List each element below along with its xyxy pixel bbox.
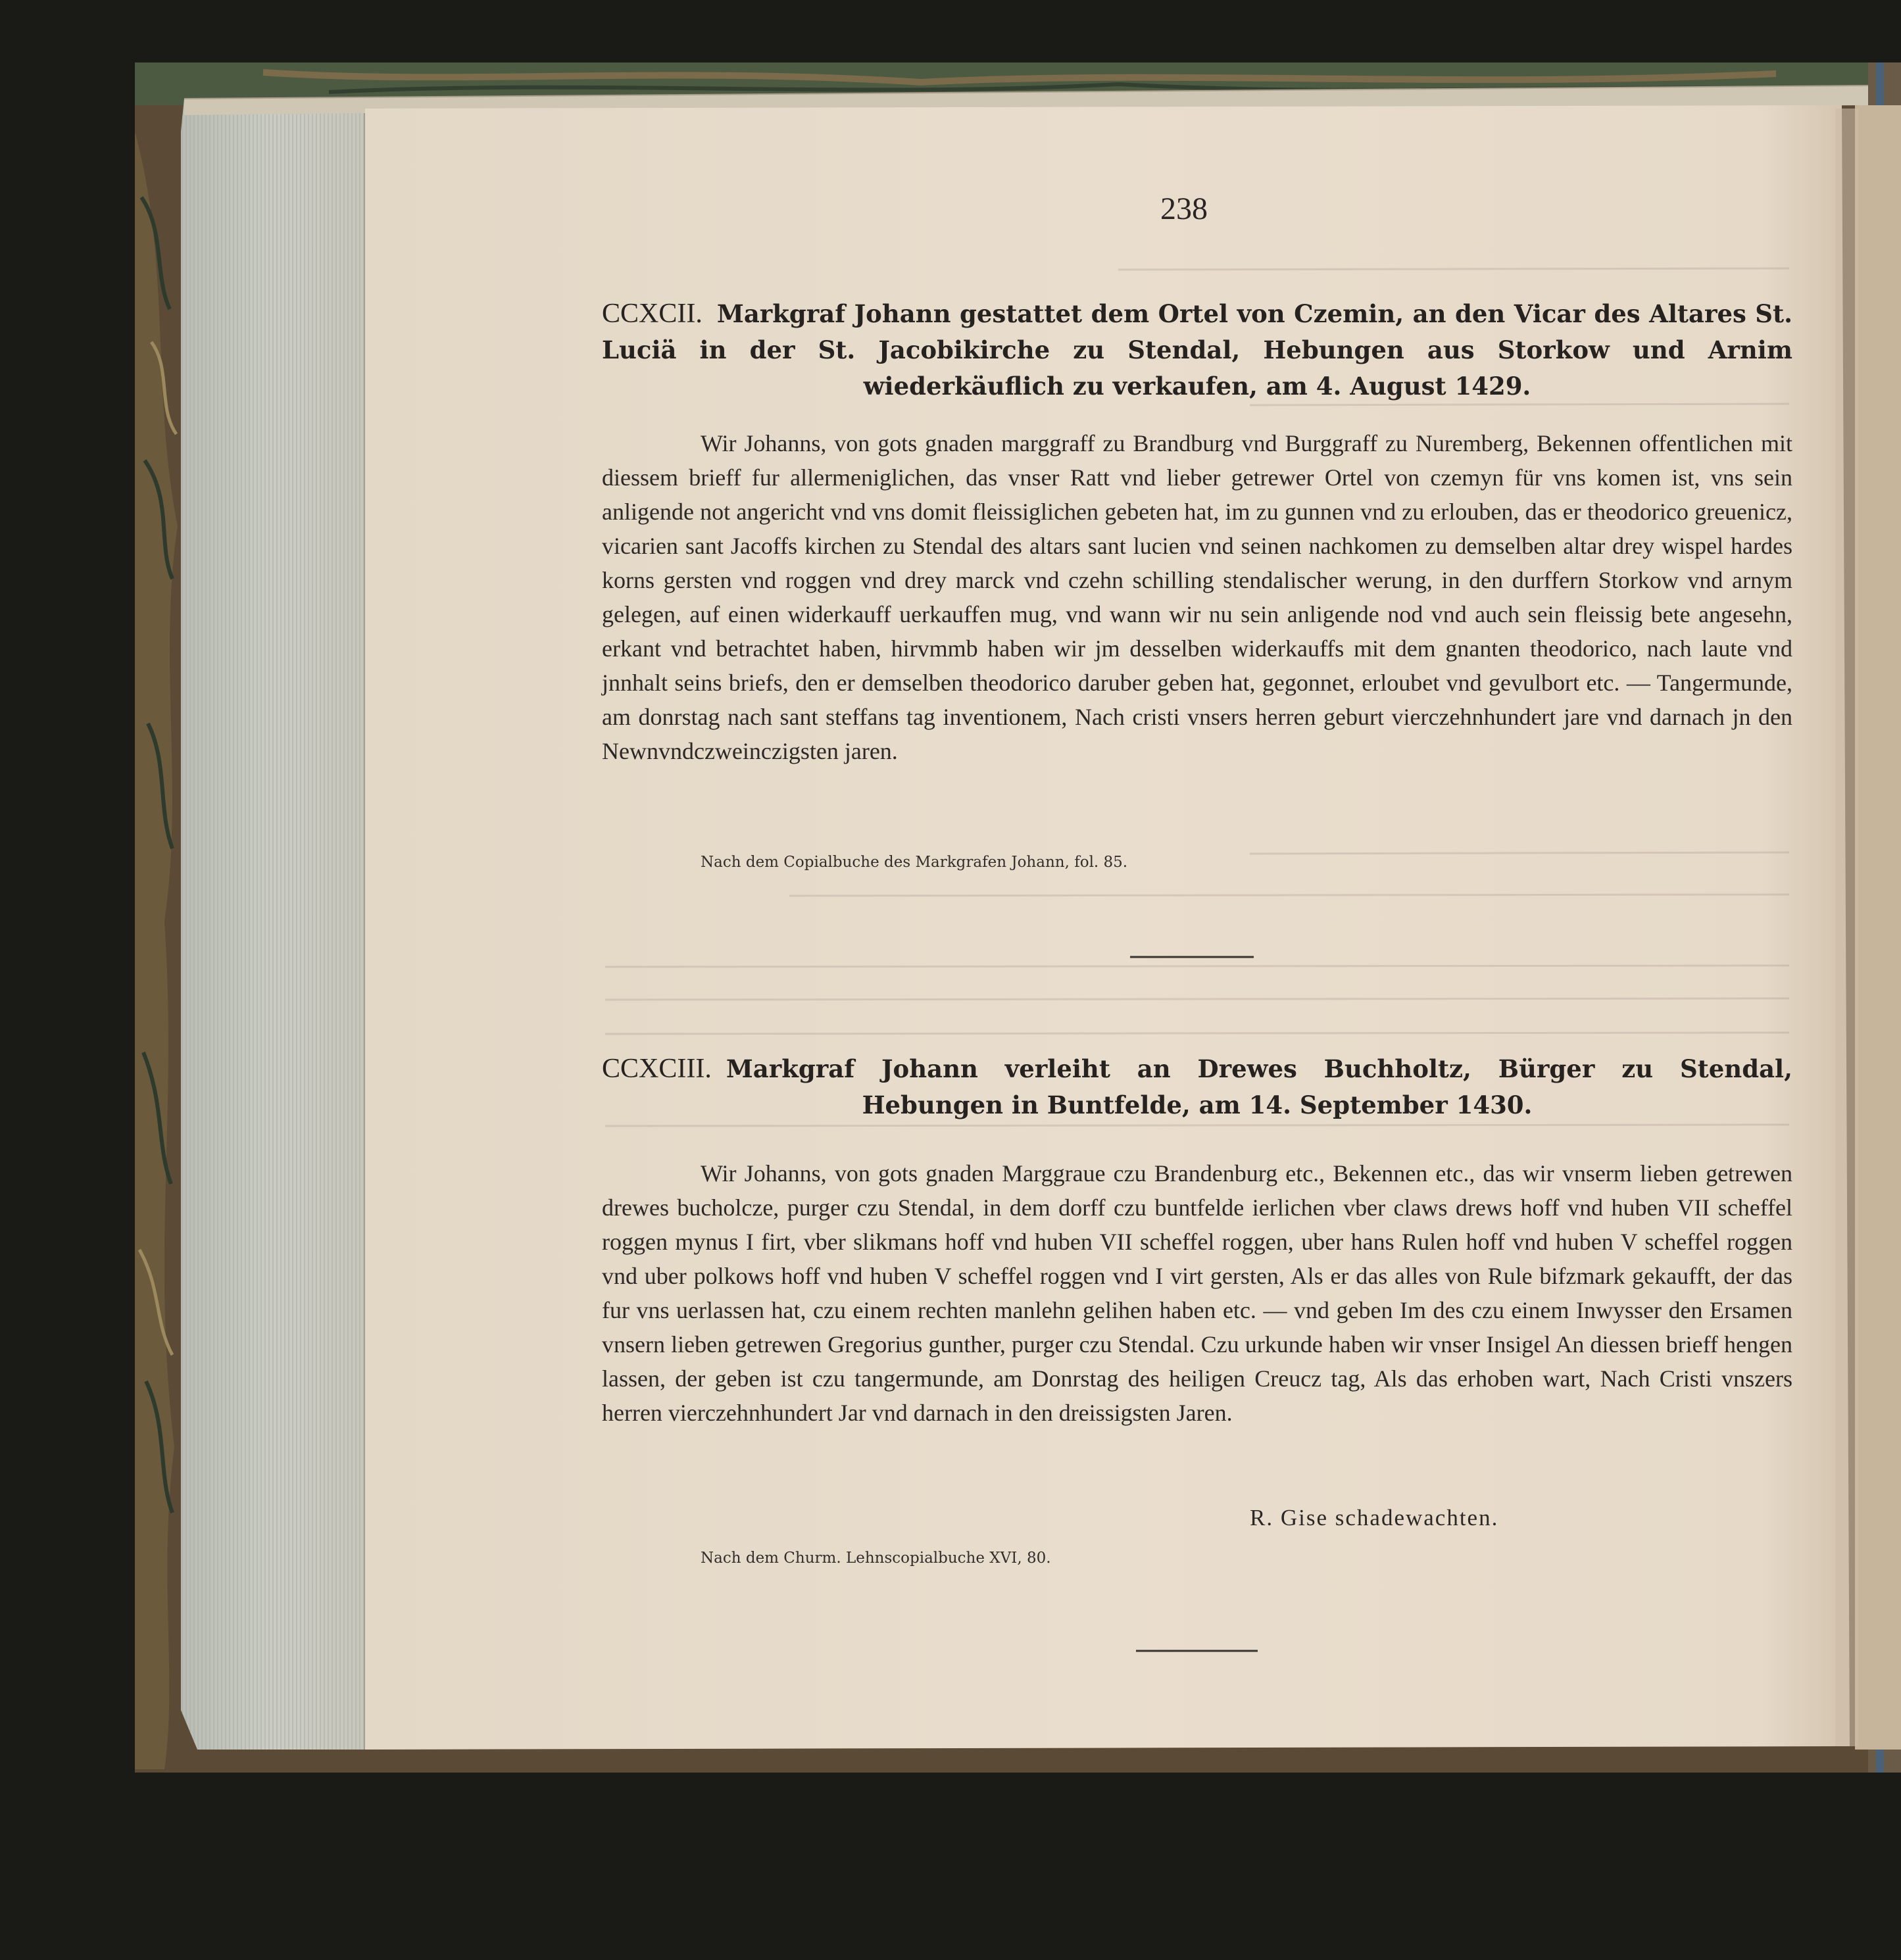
document-title: Markgraf Johann verleiht an Drewes Buchholtz, Bürger zu Stendal, Hebungen in Buntfelde, am 14. September 1430. bbox=[726, 1054, 1792, 1119]
document-title: Markgraf Johann gestattet dem Ortel von Czemin, an den Vicar des Altares St. Luciä in der St. Jacobikirche zu Stendal, Hebungen aus Storkow und Arnim wiederkäuflich zu verkaufen, am 4. August 1429. bbox=[602, 299, 1792, 401]
page-number: 238 bbox=[1160, 191, 1208, 226]
document-number: CCXCIII. bbox=[602, 1054, 712, 1084]
document-number: CCXCII. bbox=[602, 299, 703, 329]
source-note: Nach dem Churm. Lehnscopialbuche XVI, 80. bbox=[701, 1550, 1051, 1567]
document-text: Wir Johanns, von gots gnaden Marggraue czu Brandenburg etc., Bekennen etc., das wir vnserm lieben getrewen drewes bucholcze, purger czu Stendal, in dem dorff czu buntfelde ierlichen vber claws drews hoff vnd huben VII scheffel roggen mynus I firt, vber slikmans hoff vnd huben VII scheffel roggen, uber hans Rulen hoff vnd huben V scheffel roggen vnd uber polkows hoff vnd huben V scheffel roggen vnd I virt gersten, Als er das alles von Rule bifzmark gekaufft, der das fur vns uerlassen hat, czu einem rechten manlehn gelihen haben etc. — vnd geben Im des czu einem Inwysser den Ersamen vnsern lieben getrewen Gregorius gunther, purger czu Stendal. Czu urkunde haben wir vnser Insigel An diessen brieff hengen lassen, der geben ist czu tangermunde, am Donrstag des heiligen Creucz tag, Als das erhoben wart, Nach Cristi vnszers herren vierczehnhundert Jar vnd darnach in den dreissigsten Jaren. bbox=[602, 1160, 1792, 1426]
document-text: Wir Johanns, von gots gnaden marggraff zu Brandburg vnd Burggraff zu Nuremberg, Bekennen offentlichen mit diessem brieff fur allermeniglichen, das vnser Ratt vnd lieber getrewer Ortel von czemyn für vns komen ist, vns sein anligende not angericht vnd vns domit fleissiglichen gebeten hat, im zu gunnen vnd zu erlouben, das er theodorico greuenicz, vicarien sant Jacoffs kirchen zu Stendal des altars sant lucien vnd seinen nachkomen zu demselben altar drey wispel hardes korns gersten vnd roggen vnd drey marck vnd czehn schilling stendalischer werung, in den durffern Storkow vnd arnym gelegen, auf einen widerkauff uerkauffen mug, vnd wann wir nu sein anligende nod vnd auch sein fleissig bete angesehn, erkant vnd betrachtet haben, hirvmmb haben wir jm desselben widerkauffs mit dem gnanten theodorico, nach laute vnd jnnhalt seins briefs, den er demselben theodorico daruber geben hat, gegonnet, erloubet vnd gevulbort etc. — Tangermunde, am donrstag nach sant steffans tag inventionem, Nach cristi vnsers herren geburt vierczehnhundert jare vnd darnach jn den Newnvndczweinczigsten jaren. bbox=[602, 430, 1792, 764]
document-heading bbox=[602, 296, 1792, 404]
source-note: Nach dem Copialbuche des Markgrafen Johann, fol. 85. bbox=[701, 854, 1128, 871]
signature-line: R. Gise schadewachten. bbox=[1250, 1505, 1499, 1531]
document-heading bbox=[602, 1051, 1792, 1123]
